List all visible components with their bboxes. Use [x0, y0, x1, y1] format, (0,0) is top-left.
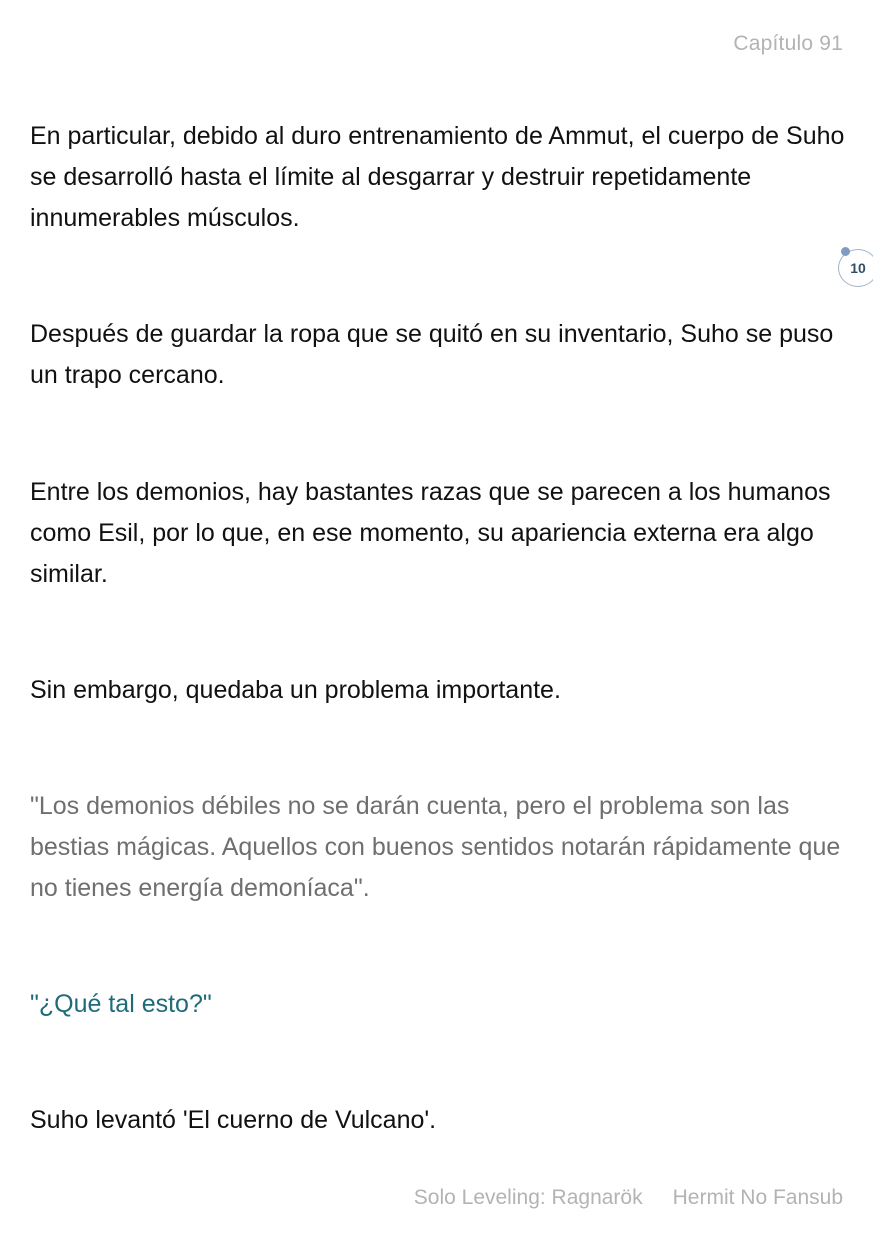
paragraph-3: Entre los demonios, hay bastantes razas que se parecen a los humanos como Esil, por lo que, en ese momento, su apariencia externa era algo similar. [30, 478, 831, 588]
chapter-title: Capítulo 91 [733, 32, 843, 55]
page-number-badge[interactable] [838, 249, 873, 287]
page-footer [414, 1186, 843, 1210]
translator-credit: Hermit No Fansub [672, 1186, 843, 1209]
paragraph-2: Después de guardar la ropa que se quitó en su inventario, Suho se puso un trapo cercano. [30, 320, 834, 389]
paragraph-4: Sin embargo, quedaba un problema importante. [30, 676, 561, 704]
paragraph-6-quote: "¿Qué tal esto?" [30, 990, 212, 1018]
paragraph-7: Suho levantó 'El cuerno de Vulcano'. [30, 1106, 437, 1134]
badge-dot-icon [841, 247, 850, 256]
paragraph-5-quote: "Los demonios débiles no se darán cuenta, pero el problema son las bestias mágicas. Aquellos con buenos sentidos notarán rápidamente que no tienes energía demoníaca". [30, 792, 841, 902]
page-number: 10 [850, 260, 866, 276]
book-title: Solo Leveling: Ragnarök [413, 1186, 643, 1209]
paragraph-1: En particular, debido al duro entrenamiento de Ammut, el cuerpo de Suho se desarrolló hasta el límite al desgarrar y destruir repetidamente innumerables músculos. [30, 122, 845, 232]
